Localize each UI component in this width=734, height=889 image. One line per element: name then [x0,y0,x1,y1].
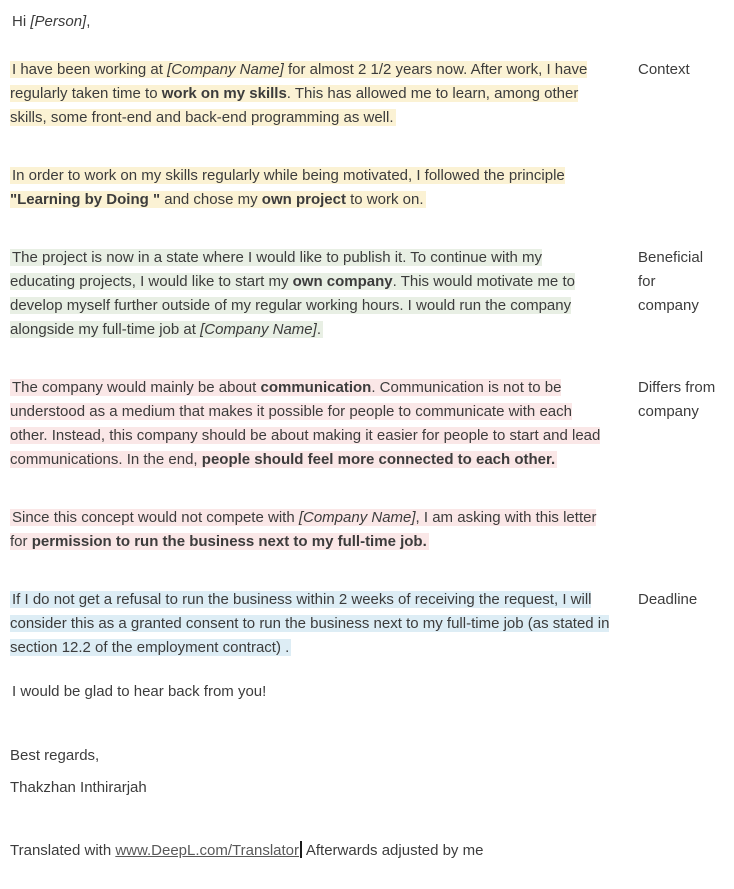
footer-suffix: Afterwards adjusted by me [302,842,484,859]
letter-paragraph[interactable] [10,58,610,130]
bold-text-run: own company [292,273,393,290]
bold-text-run: work on my skills [161,85,287,102]
highlighted-text [10,379,600,468]
footer-line [10,839,734,863]
text-run: The company would mainly be about [12,379,261,396]
text-run: I have been working at [12,61,168,78]
margin-note[interactable]: Differs from company [638,379,716,420]
text-run: . This would motivate me to develop myself further outside of my regular working hours. I would run the company alongside my full-time job at [10,273,575,338]
paragraph-row [10,10,734,34]
letter-paragraph[interactable] [10,376,610,472]
margin-note[interactable]: Deadline [638,591,698,608]
bold-text-run: communication [260,379,372,396]
text-run: I would be glad to hear back from you! [12,683,267,700]
text-caret [300,841,302,858]
text-run: . This has allowed me to learn, among other skills, some front-end and back-end programming as well. [10,85,579,126]
highlighted-text [10,61,587,126]
highlighted-text [10,509,596,550]
text-run: . Communication is not to be understood as a medium that makes it possible for people to communicate with each other. Instead, this company should be about making it easier for people to start and lead communications. In the end, [10,379,601,468]
italic-text-run: [Company Name] [200,321,317,338]
highlighted-text [10,249,575,338]
bold-text-run: own project [261,191,346,208]
italic-text-run: [Company Name] [167,61,284,78]
text-run: If I do not get a refusal to run the business within 2 weeks of receiving the request, I will consider this as a granted consent to run the business next to my full-time job (as stated in section 12.2 of the employment contract) . [10,591,610,656]
paragraph-row [10,506,734,554]
highlighted-text [10,591,609,656]
bold-text-run: "Learning by Doing " [10,191,161,208]
margin-note[interactable]: Beneficial for company [638,249,704,314]
letter-paragraph[interactable] [10,10,610,34]
bold-text-run: people should feel more connected to each other. [201,451,556,468]
text-run: , I am asking with this letter for [10,509,597,550]
bold-text-run: permission to run the business next to my full-time job. [31,533,427,550]
signature-name[interactable]: Thakzhan Inthirarjah [10,779,147,796]
paragraph-row [10,164,734,212]
paragraph-row [10,680,734,704]
text-run: . [316,321,321,338]
text-run: , [86,13,91,30]
letter-paragraph[interactable] [10,164,610,212]
text-run: Since this concept would not compete with [12,509,299,526]
italic-text-run: [Person] [30,13,87,30]
text-run: The project is now in a state where I would like to publish it. To continue with my educating projects, I would like to start my [10,249,542,290]
text-run: In order to work on my skills regularly while being motivated, I followed the principle [12,167,565,184]
text-run: for almost 2 1/2 years now. After work, I have regularly taken time to [10,61,588,102]
plain-text [10,13,92,30]
paragraph-row [10,246,734,342]
letter-paragraph[interactable] [10,588,610,660]
letter-paragraph[interactable] [10,246,610,342]
footer-prefix: Translated with [10,842,116,859]
text-run: to work on. [345,191,424,208]
plain-text [10,683,268,700]
letter-paragraph[interactable] [10,680,610,704]
paragraph-row [10,588,734,660]
text-run: and chose my [160,191,262,208]
signoff[interactable]: Best regards, [10,747,100,764]
highlighted-text [10,167,565,208]
letter-body [10,10,734,704]
margin-note[interactable]: Context [638,61,690,78]
letter-paragraph[interactable] [10,506,610,554]
text-run: Hi [12,13,31,30]
italic-text-run: [Company Name] [298,509,416,526]
paragraph-row [10,376,734,472]
deepl-link[interactable]: www.DeepL.com/Translator [115,842,300,859]
paragraph-row [10,58,734,130]
